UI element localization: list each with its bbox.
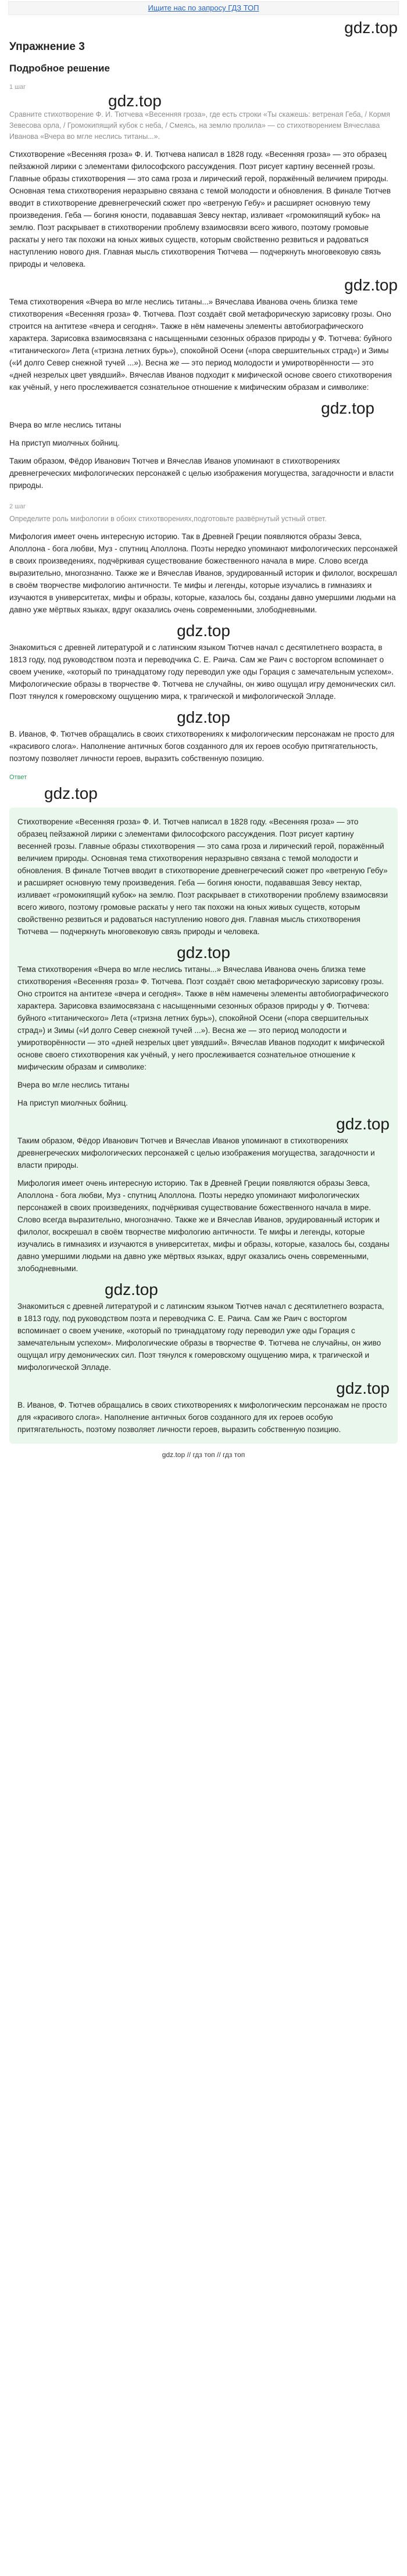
watermark: gdz.top — [108, 92, 162, 110]
watermark: gdz.top — [344, 19, 398, 37]
watermark-row — [17, 1379, 390, 1399]
step-2-paragraph: В. Иванов, Ф. Тютчев обращались в своих стихотворениях к мифологическим персонажам не просто для «красивого слога». Наполнение античных богов созданного для их героев особую притягательность, поэтому позволяет личности героев, выразить собственную позицию. — [9, 730, 395, 763]
watermark-row — [9, 92, 398, 109]
watermark: gdz.top — [44, 784, 98, 802]
watermark: gdz.top — [336, 1379, 390, 1397]
answer-box — [9, 808, 398, 1444]
watermark-row — [9, 399, 398, 419]
answer-paragraph: Таким образом, Фёдор Иванович Тютчев и Вячеслав Иванов упоминают в стихотворениях древнегреческих мифологических персонажей с целью изображения могущества, загадочности и власти природы. — [17, 1136, 375, 1169]
step-1-paragraph: Тема стихотворения «Вчера во мгле неслись титаны...» Вячеслава Иванова очень близка теме стихотворения «Весенняя гроза» Ф. Тютчева. Поэт создаёт свой метафорическую зарисовку грозы. Оно строится на антитезе «вчера и сегодня». Также в нём намечены элементы автобиографического характера. Зарисовка взаимосвязана с насыщенными сезонных образов природы у Ф. Тютчева: буйного «титанического» Лета («тризна летних бурь»), спокойной Осени («пора свершительных страд») и Зимы («И долго Север снежной тучей ...»). Весна же — это период молодости и умиротворённости — это «дней незрелых цвет увядший». Вячеслав Иванов подходит к мифической основе своего стихотворения как учёный, у него прослеживается сознательное отношение к мифическим образам и символике: — [9, 297, 392, 392]
watermark-row — [9, 276, 398, 296]
footer: gdz.top // гдз топ // гдз топ — [162, 1451, 245, 1459]
answer-paragraph: Тема стихотворения «Вчера во мгле неслись титаны...» Вячеслава Иванова очень близка теме стихотворения «Весенняя гроза» Ф. Тютчева. Поэт создаёт свою метафорическую зарисовку грозы. Оно строится на антитезе «вчера и сегодня». Также в нём намечены элементы автобиографического характера. Зарисовка взаимосвязана с насыщенными сезонных образов природы у Ф. Тютчева: буйного «титанического» Лета («тризна летних бурь»), спокойной Осени («пора свершительных страд») и Зимы («И долго Север снежной тучей ...»). Весна же — это период молодости и умиротворённости — это «дней незрелых цвет увядший». Вячеслав Иванов подходит к мифической основе своего стихотворения как учёный, у него прослеживается сознательное отношение к мифическим образам и символике: — [17, 965, 389, 1071]
poem-line: На приступ миолчных бойниц. — [9, 439, 120, 447]
watermark-row — [17, 1280, 390, 1300]
watermark-row — [9, 622, 398, 641]
top-banner — [8, 1, 399, 15]
answer-paragraph: Мифология имеет очень интересную историю. Так в Древней Греции появляются образы Зевса, Аполлона - бога любви, Муз - спутниц Аполлона. Поэты нередко упоминают мифологических персонажей в своих произведениях, подчёркивая существование божественного начала в мире. Слово всегда выразительно, многозначно. Также же и Вячеслав Иванов, эрудированный историк и филолог, воскрешал в своём творчестве мифологию античности. Те мифы и легенды, которые изучались в гимназиях и изучаются в университетах, мифы и образы, которые, казалось бы, созданы давно умершими людьми на давно уже мёртвых языках, вдруг оказались очень современными, злободневными. — [17, 1179, 390, 1273]
poem-line: Вчера во мгле неслись титаны — [17, 1081, 130, 1089]
poem-line: На приступ миолчных бойниц. — [17, 1099, 128, 1107]
content — [0, 19, 407, 1459]
answer-paragraph: Стихотворение «Весенняя гроза» Ф. И. Тютчев написал в 1828 году. «Весенняя гроза» — это образец пейзажной лирики с элементами философского рассуждения. Поэт рисует картину весенней грозы. Главные образы стихотворения — это сама гроза и лирический герой, поражённый величием природы. Основная тема стихотворения неразрывно связана с темой молодости и обновления. В финале Тютчев вводит в стихотворение древнегреческий сюжет про «ветреную Гебу» и расширяет основную тему произведения. Геба — богиня юности, подававшая Зевсу нектар, изливает «громокипящий кубок» на землю. Поэт раскрывает в стихотворении проблему взаимосвязи всего живого, поэтому громовые раскаты у него так похожи на юных живых существ, которым свойственно резвиться и радоваться наступлению нового дня. Главная мысль стихотворения Тютчева — подчеркнуть многовековую связь природы и человека. — [17, 817, 388, 936]
watermark: gdz.top — [336, 1115, 390, 1133]
answer-paragraph: В. Иванов, Ф. Тютчев обращались в своих стихотворениях к мифологическим персонажам не просто для «красивого слога». Наполнение античных богов созданного для их героев особую притягательность, поэтому позволяет личности героев, выразить собственную позицию. — [17, 1401, 387, 1434]
watermark: gdz.top — [344, 276, 398, 294]
watermark: gdz.top — [321, 399, 374, 417]
watermark-row — [9, 784, 398, 804]
watermark-row — [9, 19, 398, 40]
step-2-paragraph: Знакомиться с древней литературой и с латинским языком Тютчев начал с десятилетнего возраста, в 1813 году, под руководством поэта и переводчика С. Е. Раича. Сам же Раич с восторгом вспоминает о своем ученике, «который по тринадцатому году переводил уже оды Горация с замечательным успехом». Мифологические образы в творчестве Ф. Тютчева не случайны, он живо ощущал игру демонических сил. Поэт тянулся к гомеровскому ощущению мира, к трагической и мифологической Элладе. — [9, 643, 396, 701]
poem-line: Вчера во мгле неслись титаны — [9, 421, 122, 429]
step-2-label: 2 шаг — [9, 503, 26, 510]
watermark: gdz.top — [177, 622, 230, 640]
answer-paragraph: Знакомиться с древней литературой и с латинским языком Тютчев начал с десятилетнего возраста, в 1813 году, под руководством поэта и переводчика С. Е. Раича. Сам же Раич с восторгом вспоминает о своем ученике, «который по тринадцатому году переводил уже оды Горация с замечательным успехом». Мифологические образы в творчестве Ф. Тютчева не случайны, он живо ощущал игру демонических сил. Поэт тянулся к гомеровскому ощущению мира, к трагической и мифологической Элладе. — [17, 1302, 384, 1372]
step-1-paragraph: Стихотворение «Весенняя гроза» Ф. И. Тютчева написал в 1828 году. «Весенняя гроза» — это образец пейзажной лирики с элементами философского рассуждения. Поэт рисует картину весенней грозы. Главные образы стихотворения — это сама гроза и лирический герой, поражённый величием природы. Основная тема стихотворения неразрывно связана с темой молодости и обновления. В финале Тютчев вводит в стихотворение древнегреческий сюжет про «ветреную Гебу» и расширяет основную тему произведения. Геба — богиня юности, подававшая Зевсу нектар, изливает «громокипящий кубок» на землю. Поэт раскрывает в стихотворении проблему взаимосвязи всего живого, поэтому громовые раскаты у него так похожи на юных живых существ, которым свойственно резвиться и радоваться наступлению нового дня. Главная мысль стихотворения Тютчева — подчеркнуть многовековую связь природы и человека. — [9, 150, 391, 268]
step-2-hint: Определите роль мифологии в обоих стихотворениях,подготовьте развёрнутый устный ответ. — [9, 515, 327, 523]
banner-link[interactable]: Ищите нас по запросу ГДЗ ТОП — [148, 3, 259, 12]
answer-label: Ответ — [9, 774, 27, 781]
watermark: gdz.top — [105, 1280, 158, 1298]
watermark-row — [17, 1115, 390, 1135]
section-subtitle: Подробное решение — [9, 63, 110, 74]
watermark: gdz.top — [177, 708, 230, 726]
watermark: gdz.top — [177, 943, 230, 961]
step-1-label: 1 шаг — [9, 84, 26, 91]
step-1-paragraph: Таким образом, Фёдор Иванович Тютчев и Вячеслав Иванов упоминают в стихотворениях древнегреческих мифологических персонажей с целью изображения могущества, загадочности и власти природы. — [9, 457, 394, 490]
step-1-hint: Сравните стихотворение Ф. И. Тютчева «Весенняя гроза», где есть строки «Ты скажешь: ветреная Геба, / Кормя Зевесова орла, / Громокипящий кубок с неба, / Смеясь, на землю пролила» — со стихотворением Вячеслава Иванова «Вчера во мгле неслись титаны...». — [9, 110, 390, 141]
watermark-row — [17, 943, 390, 963]
step-2-paragraph: Мифология имеет очень интересную историю. Так в Древней Греции появляются образы Зевса, Аполлона - бога любви, Муз - спутниц Аполлона. Поэты нередко упоминают мифологических персонажей в своих произведениях, подчёркивая существование божественного начала в мире. Слово всегда выразительно, многозначно. Также же и Вячеслав Иванов, эрудированный историк и филолог, воскрешал в своём творчестве мифологию античности. Те мифы и легенды, которые изучались в гимназиях и изучаются в университетах, мифы и образы, которые, казалось бы, созданы давно умершими людьми на давно уже мёртвых языках, вдруг оказались очень современными, злободневными. — [9, 532, 398, 614]
watermark-row — [9, 708, 398, 728]
page-title: Упражнение 3 — [9, 41, 85, 53]
